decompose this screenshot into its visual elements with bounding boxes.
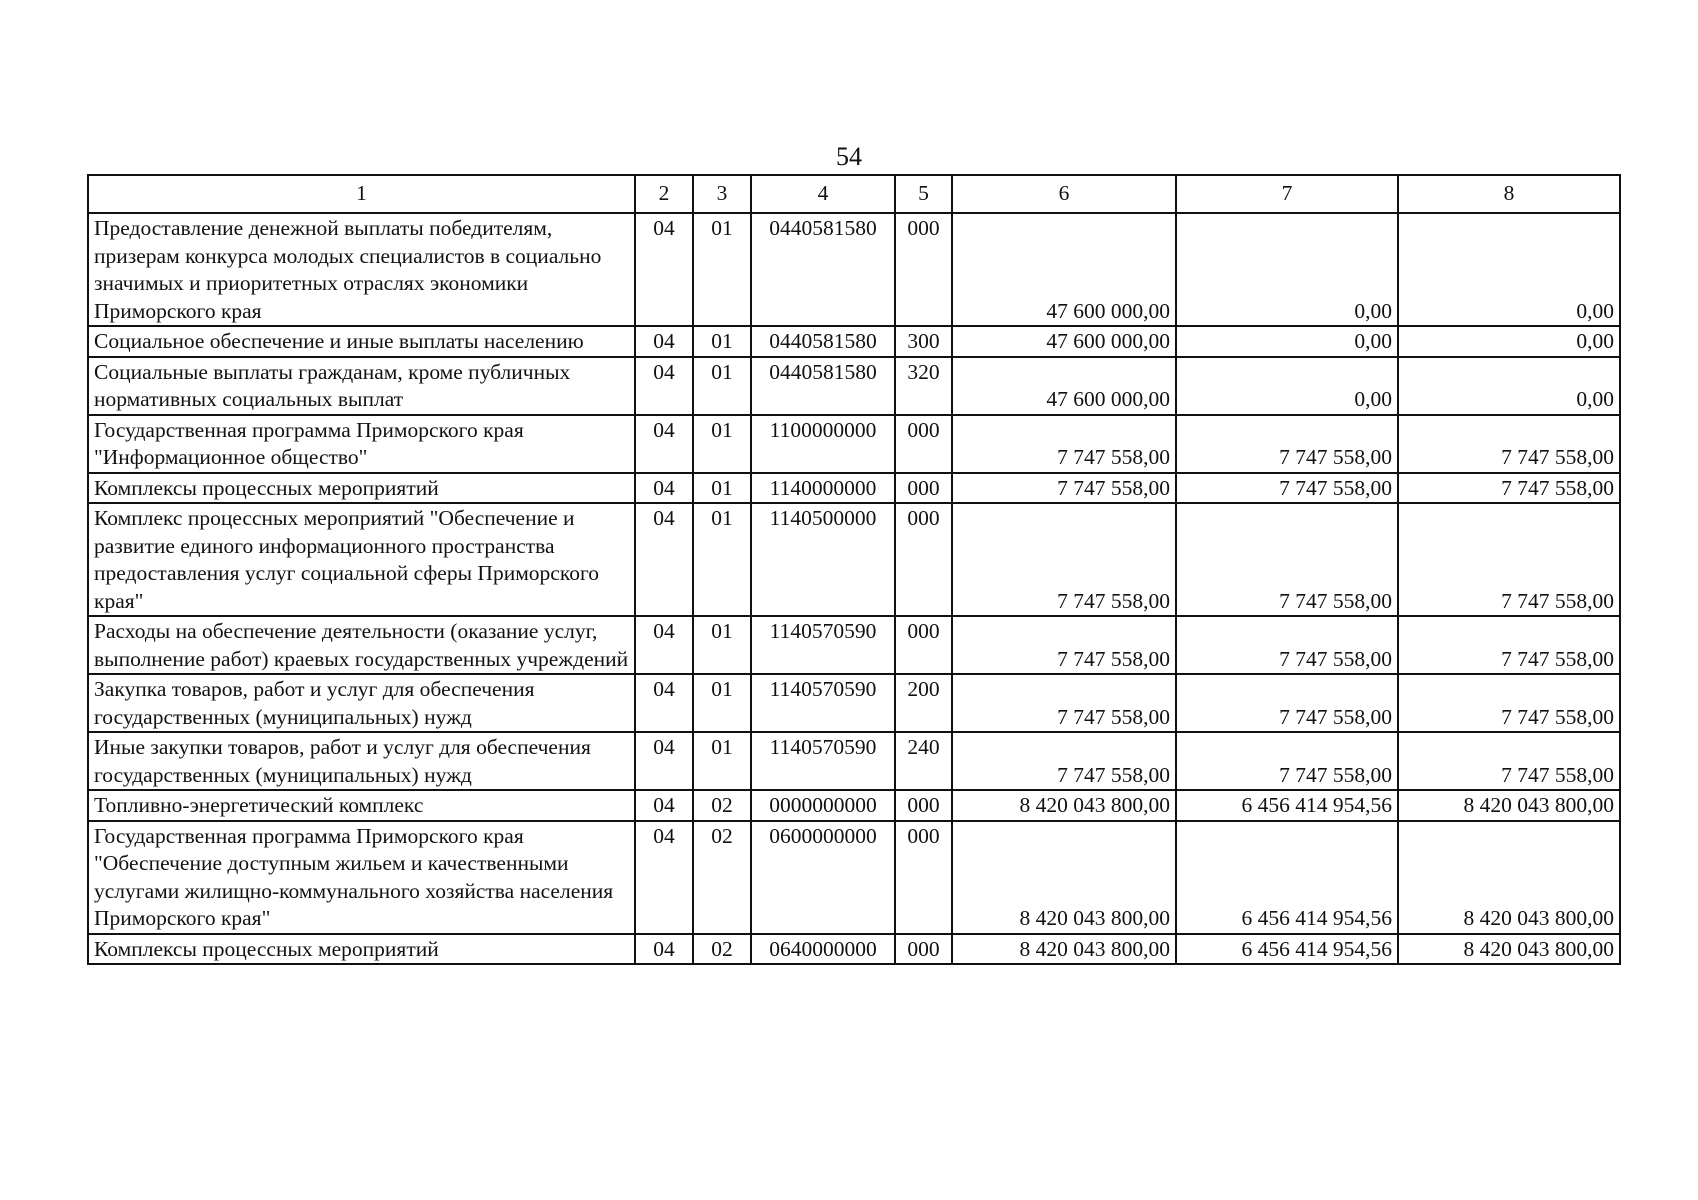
row-amount-cell: 8 420 043 800,00	[1398, 821, 1620, 934]
row-amount-cell: 8 420 043 800,00	[1398, 790, 1620, 821]
row-amount-cell: 8 420 043 800,00	[952, 934, 1176, 965]
row-code-cell: 200	[895, 674, 952, 732]
table-row	[88, 213, 1620, 326]
row-code-cell: 000	[895, 934, 952, 965]
row-amount-cell: 6 456 414 954,56	[1176, 821, 1398, 934]
row-code-cell: 04	[635, 357, 693, 415]
row-amount-cell: 7 747 558,00	[952, 674, 1176, 732]
row-amount-cell: 47 600 000,00	[952, 357, 1176, 415]
row-code-cell: 04	[635, 732, 693, 790]
table-row	[88, 790, 1620, 821]
row-code-cell: 04	[635, 821, 693, 934]
row-code-cell: 320	[895, 357, 952, 415]
table-row	[88, 616, 1620, 674]
row-code-cell: 01	[693, 326, 751, 357]
row-amount-cell: 7 747 558,00	[1176, 732, 1398, 790]
row-amount-cell: 7 747 558,00	[1398, 732, 1620, 790]
row-amount-cell: 7 747 558,00	[1176, 415, 1398, 473]
table-row	[88, 503, 1620, 616]
row-code-cell: 0440581580	[751, 357, 895, 415]
row-code-cell: 01	[693, 473, 751, 504]
row-amount-cell: 7 747 558,00	[1176, 616, 1398, 674]
row-code-cell: 000	[895, 616, 952, 674]
row-code-cell: 01	[693, 213, 751, 326]
row-code-cell: 04	[635, 473, 693, 504]
row-amount-cell: 7 747 558,00	[952, 473, 1176, 504]
table-row	[88, 415, 1620, 473]
row-amount-cell: 7 747 558,00	[952, 503, 1176, 616]
row-code-cell: 04	[635, 616, 693, 674]
table-row	[88, 821, 1620, 934]
table-row	[88, 326, 1620, 357]
row-code-cell: 1140570590	[751, 616, 895, 674]
row-amount-cell: 7 747 558,00	[1398, 503, 1620, 616]
row-amount-cell: 7 747 558,00	[1398, 674, 1620, 732]
row-code-cell: 02	[693, 790, 751, 821]
row-code-cell: 1140570590	[751, 674, 895, 732]
row-code-cell: 01	[693, 616, 751, 674]
row-amount-cell: 8 420 043 800,00	[1398, 934, 1620, 965]
row-code-cell: 0640000000	[751, 934, 895, 965]
row-code-cell: 0000000000	[751, 790, 895, 821]
row-code-cell: 000	[895, 503, 952, 616]
row-amount-cell: 6 456 414 954,56	[1176, 790, 1398, 821]
row-amount-cell: 6 456 414 954,56	[1176, 934, 1398, 965]
row-code-cell: 1140500000	[751, 503, 895, 616]
row-code-cell: 04	[635, 213, 693, 326]
row-code-cell: 0440581580	[751, 326, 895, 357]
row-amount-cell: 7 747 558,00	[1176, 674, 1398, 732]
row-amount-cell: 7 747 558,00	[1176, 473, 1398, 504]
table-row	[88, 732, 1620, 790]
row-amount-cell: 7 747 558,00	[952, 616, 1176, 674]
row-amount-cell: 8 420 043 800,00	[952, 821, 1176, 934]
row-code-cell: 01	[693, 674, 751, 732]
row-amount-cell: 0,00	[1398, 213, 1620, 326]
row-code-cell: 01	[693, 732, 751, 790]
row-amount-cell: 0,00	[1398, 326, 1620, 357]
row-amount-cell: 7 747 558,00	[1398, 616, 1620, 674]
row-code-cell: 000	[895, 473, 952, 504]
row-name-cell: Комплексы процессных мероприятий	[88, 934, 635, 965]
row-code-cell: 000	[895, 790, 952, 821]
row-code-cell: 0600000000	[751, 821, 895, 934]
row-code-cell: 000	[895, 821, 952, 934]
row-amount-cell: 47 600 000,00	[952, 213, 1176, 326]
table-row	[88, 674, 1620, 732]
row-amount-cell: 47 600 000,00	[952, 326, 1176, 357]
header-cell: 2	[635, 175, 693, 213]
row-code-cell: 04	[635, 415, 693, 473]
row-amount-cell: 7 747 558,00	[1398, 473, 1620, 504]
row-code-cell: 000	[895, 213, 952, 326]
row-code-cell: 01	[693, 415, 751, 473]
row-name-cell: Социальное обеспечение и иные выплаты населению	[88, 326, 635, 357]
row-code-cell: 300	[895, 326, 952, 357]
row-code-cell: 000	[895, 415, 952, 473]
row-code-cell: 04	[635, 503, 693, 616]
row-name-cell: Закупка товаров, работ и услуг для обеспечения государственных (муниципальных) нужд	[88, 674, 635, 732]
row-code-cell: 04	[635, 674, 693, 732]
row-amount-cell: 0,00	[1176, 326, 1398, 357]
row-code-cell: 04	[635, 326, 693, 357]
header-cell: 6	[952, 175, 1176, 213]
row-name-cell: Топливно-энергетический комплекс	[88, 790, 635, 821]
header-cell: 3	[693, 175, 751, 213]
row-amount-cell: 0,00	[1176, 357, 1398, 415]
row-amount-cell: 8 420 043 800,00	[952, 790, 1176, 821]
row-amount-cell: 0,00	[1398, 357, 1620, 415]
row-code-cell: 1140000000	[751, 473, 895, 504]
table-row	[88, 473, 1620, 504]
row-amount-cell: 7 747 558,00	[952, 415, 1176, 473]
row-code-cell: 1100000000	[751, 415, 895, 473]
row-name-cell: Государственная программа Приморского края "Информационное общество"	[88, 415, 635, 473]
row-name-cell: Государственная программа Приморского края "Обеспечение доступным жильем и качественными услугами жилищно-коммунального хозяйства населения Приморского края"	[88, 821, 635, 934]
row-name-cell: Иные закупки товаров, работ и услуг для обеспечения государственных (муниципальных) нужд	[88, 732, 635, 790]
row-code-cell: 04	[635, 790, 693, 821]
row-name-cell: Предоставление денежной выплаты победителям, призерам конкурса молодых специалистов в социально значимых и приоритетных отраслях экономики Приморского края	[88, 213, 635, 326]
row-code-cell: 1140570590	[751, 732, 895, 790]
row-name-cell: Комплекс процессных мероприятий "Обеспечение и развитие единого информационного пространства предоставления услуг социальной сферы Приморского края"	[88, 503, 635, 616]
row-code-cell: 02	[693, 934, 751, 965]
header-cell: 1	[88, 175, 635, 213]
row-code-cell: 02	[693, 821, 751, 934]
row-code-cell: 04	[635, 934, 693, 965]
row-amount-cell: 7 747 558,00	[1176, 503, 1398, 616]
header-cell: 8	[1398, 175, 1620, 213]
row-amount-cell: 0,00	[1176, 213, 1398, 326]
table-body	[88, 175, 1620, 964]
header-cell: 7	[1176, 175, 1398, 213]
header-cell: 4	[751, 175, 895, 213]
row-code-cell: 240	[895, 732, 952, 790]
table-row	[88, 934, 1620, 965]
row-code-cell: 01	[693, 357, 751, 415]
row-name-cell: Социальные выплаты гражданам, кроме публичных нормативных социальных выплат	[88, 357, 635, 415]
row-name-cell: Комплексы процессных мероприятий	[88, 473, 635, 504]
page-number: 54	[836, 142, 862, 171]
header-cell: 5	[895, 175, 952, 213]
row-code-cell: 01	[693, 503, 751, 616]
row-code-cell: 0440581580	[751, 213, 895, 326]
row-amount-cell: 7 747 558,00	[1398, 415, 1620, 473]
table-row	[88, 357, 1620, 415]
table-header-row	[88, 175, 1620, 213]
row-amount-cell: 7 747 558,00	[952, 732, 1176, 790]
row-name-cell: Расходы на обеспечение деятельности (оказание услуг, выполнение работ) краевых государственных учреждений	[88, 616, 635, 674]
budget-table	[87, 174, 1621, 965]
